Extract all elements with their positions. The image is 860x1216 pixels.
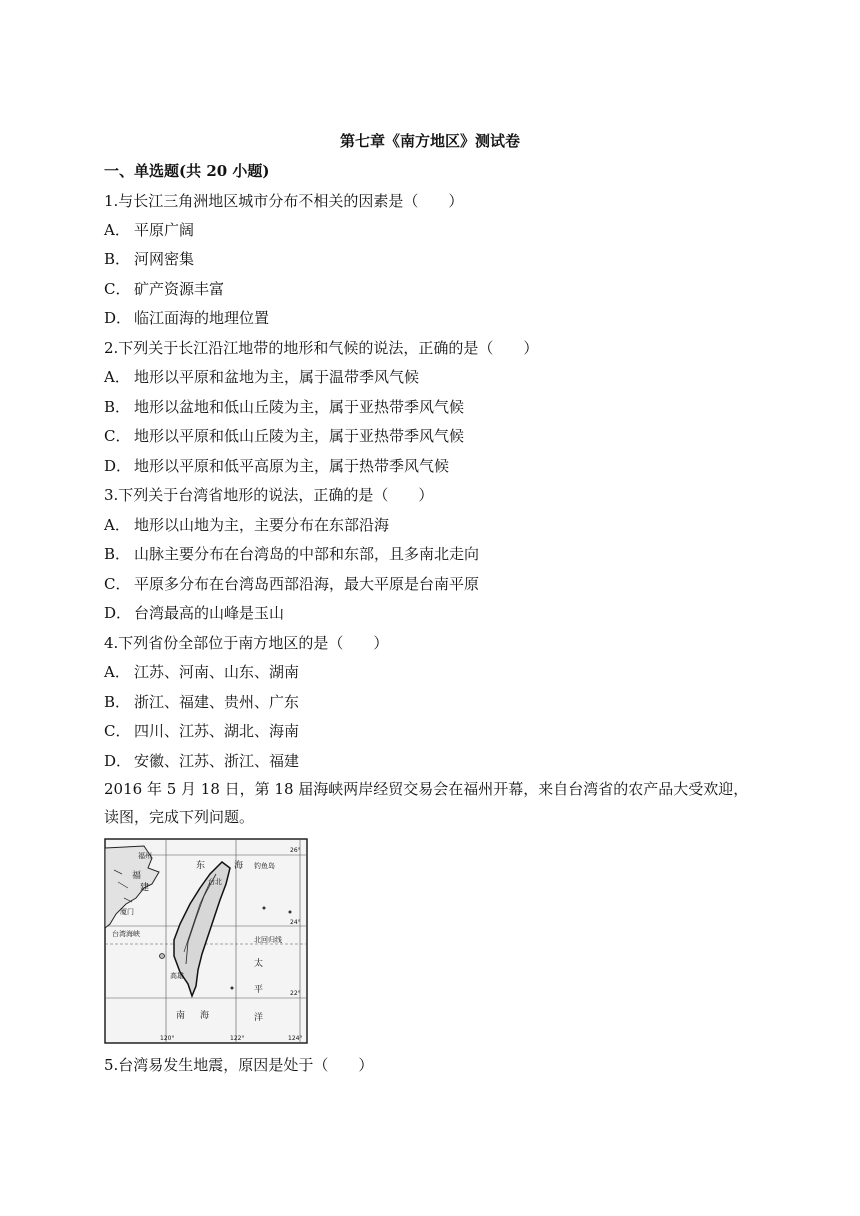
option-item [104,396,464,417]
option-item [104,750,299,771]
option-text: 临江面海的地理位置 [134,309,270,327]
option-letter: A． [104,516,130,534]
option-text: 地形以盆地和低山丘陵为主，属于亚热带季风气候 [134,398,465,416]
option-item [104,720,299,741]
option-letter: B． [104,398,131,416]
small-island [263,907,266,910]
lat-tick-26: 26° [290,847,301,854]
reading-passage: 2016 年 5 月 18 日，第 18 届海峡两岸经贸交易会在福州开幕，来自台湾省的农产品大受欢迎，读图，完成下列问题。 [104,780,749,826]
label-dong: 东 [196,861,206,871]
option-letter: C． [104,427,131,445]
option-item [104,219,194,240]
option-item [104,248,194,269]
label-xiamen: 厦门 [120,908,134,916]
option-letter: A． [104,221,130,239]
small-island [231,987,234,990]
option-item [104,543,479,564]
option-letter: C． [104,280,131,298]
lon-tick-120: 120° [160,1035,175,1042]
option-text: 地形以山地为主，主要分布在东部沿海 [134,516,390,534]
option-letter: B． [104,545,131,563]
option-text: 平原多分布在台湾岛西部沿海，最大平原是台南平原 [134,575,480,593]
question-stem: 4.下列省份全部位于南方地区的是（ ） [104,634,389,652]
option-text: 江苏、河南、山东、湖南 [134,663,300,681]
label-hai-top: 海 [234,861,244,871]
option-letter: D． [104,457,132,475]
option-text: 浙江、福建、贵州、广东 [134,693,300,711]
option-item [104,602,284,623]
label-tai: 太 [254,959,264,969]
option-letter: D． [104,604,132,622]
option-text: 四川、江苏、湖北、海南 [134,722,300,740]
option-item [104,661,299,682]
lon-tick-124: 124° [288,1035,303,1042]
option-letter: B． [104,250,131,268]
option-letter: A． [104,368,130,386]
label-taibei: 台北 [208,878,222,886]
option-letter: D． [104,309,132,327]
option-item [104,307,269,328]
option-text: 河网密集 [134,250,195,268]
label-diaoyu: 钓鱼岛 [254,862,275,870]
lat-tick-24: 24° [290,919,301,926]
lon-tick-122: 122° [230,1035,245,1042]
penghu-island [160,954,165,959]
question-stem: 1.与长江三角洲地区城市分布不相关的因素是（ ） [104,192,464,210]
option-item [104,366,419,387]
label-jian: 建 [140,883,150,893]
option-text: 地形以平原和低山丘陵为主，属于亚热带季风气候 [134,427,465,445]
section-heading: 一、单选题(共 20 小题) [104,162,270,180]
page-title: 第七章《南方地区》测试卷 [339,132,520,150]
small-island [289,911,292,914]
option-letter: C． [104,575,131,593]
option-text: 台湾最高的山峰是玉山 [134,604,285,622]
option-item [104,514,389,535]
option-text: 地形以平原和低平高原为主，属于热带季风气候 [134,457,450,475]
label-gaoxiong: 高雄 [170,972,184,980]
option-item [104,691,299,712]
option-item [104,425,464,446]
label-fu: 福 [132,871,142,881]
label-ping: 平 [254,985,264,995]
label-yang: 洋 [254,1013,264,1023]
label-taiwan-strait: 台湾海峡 [112,930,140,938]
option-letter: D． [104,752,132,770]
question-stem: 2.下列关于长江沿江地带的地形和气候的说法，正确的是（ ） [104,339,539,357]
option-item [104,455,449,476]
label-nan: 南 [176,1011,186,1021]
label-fuzhou: 福州 [138,852,152,860]
label-hai-bottom: 海 [200,1011,210,1021]
option-letter: C． [104,722,131,740]
question-stem: 3.下列关于台湾省地形的说法，正确的是（ ） [104,486,434,504]
option-item [104,573,479,594]
taiwan-map [104,838,308,1044]
option-text: 安徽、江苏、浙江、福建 [134,752,300,770]
option-text: 地形以平原和盆地为主，属于温带季风气候 [134,368,420,386]
lat-tick-22: 22° [290,990,301,997]
label-tropic: 北回归线 [254,936,282,944]
option-letter: A． [104,663,130,681]
option-text: 矿产资源丰富 [134,280,225,298]
option-text: 平原广阔 [134,221,195,239]
option-letter: B． [104,693,131,711]
question-stem: 5.台湾易发生地震，原因是处于（ ） [104,1056,374,1074]
option-item [104,278,224,299]
option-text: 山脉主要分布在台湾岛的中部和东部，且多南北走向 [134,545,480,563]
